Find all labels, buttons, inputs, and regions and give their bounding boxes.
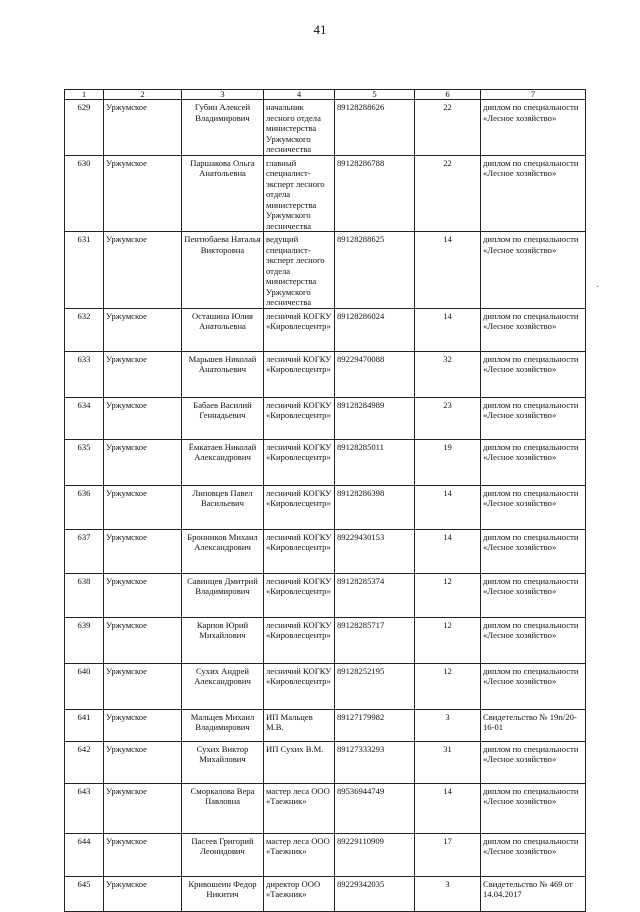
district-cell: Уржумское <box>104 529 182 573</box>
district-cell: Уржумское <box>104 783 182 833</box>
document-cell: диплом по специальности «Лесное хозяйство» <box>481 100 586 156</box>
table-row <box>65 397 586 439</box>
name-cell: Сухих Андрей Александрович <box>182 663 264 709</box>
page-number: 41 <box>313 22 327 37</box>
phone-cell: 89229470088 <box>335 351 415 397</box>
district-cell: Уржумское <box>104 351 182 397</box>
position-cell: мастер леса ООО «Таежник» <box>264 783 335 833</box>
header-row <box>65 90 586 100</box>
table-row <box>65 709 586 741</box>
header-cell: 5 <box>335 90 415 100</box>
table-row <box>65 876 586 911</box>
position-cell: лесничий КОГКУ «Кировлесцентр» <box>264 573 335 617</box>
name-cell: Пентюбаева Наталья Викторовна <box>182 232 264 309</box>
name-cell: Карпов Юрий Михайлович <box>182 617 264 663</box>
document-cell: диплом по специальности «Лесное хозяйство» <box>481 617 586 663</box>
name-cell: Марьшев Николай Анатольевич <box>182 351 264 397</box>
document-cell: диплом по специальности «Лесное хозяйство» <box>481 573 586 617</box>
document-cell: диплом по специальности «Лесное хозяйство» <box>481 833 586 876</box>
position-cell: лесничий КОГКУ «Кировлесцентр» <box>264 397 335 439</box>
row-number: 632 <box>65 308 104 351</box>
position-cell: директор ООО «Таежник» <box>264 876 335 911</box>
phone-cell: 89127179982 <box>335 709 415 741</box>
name-cell: Бронников Михаил Александрович <box>182 529 264 573</box>
position-cell: лесничий КОГКУ «Кировлесцентр» <box>264 663 335 709</box>
phone-cell: 89128252195 <box>335 663 415 709</box>
experience-cell: 23 <box>415 397 481 439</box>
district-cell: Уржумское <box>104 876 182 911</box>
phone-cell: 89229342035 <box>335 876 415 911</box>
phone-cell: 89127333293 <box>335 741 415 783</box>
table-row <box>65 100 586 156</box>
row-number: 633 <box>65 351 104 397</box>
table-row <box>65 439 586 485</box>
experience-cell: 3 <box>415 709 481 741</box>
position-cell: ИП Сухих В.М. <box>264 741 335 783</box>
document-cell: диплом по специальности «Лесное хозяйство» <box>481 351 586 397</box>
document-cell: диплом по специальности «Лесное хозяйство» <box>481 308 586 351</box>
row-number: 644 <box>65 833 104 876</box>
name-cell: Сухих Виктор Михайлович <box>182 741 264 783</box>
experience-cell: 3 <box>415 876 481 911</box>
experience-cell: 22 <box>415 155 481 232</box>
position-cell: ведущий специалист-эксперт лесного отдела министерства Уржумского лесничества <box>264 232 335 309</box>
table-row <box>65 617 586 663</box>
phone-cell: 89128286788 <box>335 155 415 232</box>
name-cell: Ёмкатаев Николай Александрович <box>182 439 264 485</box>
position-cell: лесничий КОГКУ «Кировлесцентр» <box>264 529 335 573</box>
document-cell: диплом по специальности «Лесное хозяйство» <box>481 783 586 833</box>
position-cell: лесничий КОГКУ «Кировлесцентр» <box>264 617 335 663</box>
table-row <box>65 485 586 529</box>
district-cell: Уржумское <box>104 485 182 529</box>
header-cell: 6 <box>415 90 481 100</box>
document-cell: диплом по специальности «Лесное хозяйство» <box>481 663 586 709</box>
row-number: 639 <box>65 617 104 663</box>
name-cell: Мальцев Михаил Владимирович <box>182 709 264 741</box>
row-number: 642 <box>65 741 104 783</box>
document-cell: Свидетельство № 19п/20-16-01 <box>481 709 586 741</box>
document-cell: диплом по специальности «Лесное хозяйство» <box>481 155 586 232</box>
row-number: 637 <box>65 529 104 573</box>
row-number: 635 <box>65 439 104 485</box>
position-cell: начальник лесного отдела министерства Уржумского лесничества <box>264 100 335 156</box>
table-row <box>65 783 586 833</box>
row-number: 629 <box>65 100 104 156</box>
header-cell: 3 <box>182 90 264 100</box>
phone-cell: 89128286024 <box>335 308 415 351</box>
document-cell: диплом по специальности «Лесное хозяйство» <box>481 232 586 309</box>
phone-cell: 89229430153 <box>335 529 415 573</box>
table-row <box>65 529 586 573</box>
row-number: 640 <box>65 663 104 709</box>
phone-cell: 89128288625 <box>335 232 415 309</box>
table-row <box>65 232 586 309</box>
position-cell: лесничий КОГКУ «Кировлесцентр» <box>264 308 335 351</box>
experience-cell: 14 <box>415 308 481 351</box>
row-number: 634 <box>65 397 104 439</box>
district-cell: Уржумское <box>104 709 182 741</box>
district-cell: Уржумское <box>104 155 182 232</box>
experience-cell: 19 <box>415 439 481 485</box>
district-cell: Уржумское <box>104 100 182 156</box>
district-cell: Уржумское <box>104 573 182 617</box>
table-row <box>65 741 586 783</box>
document-cell: диплом по специальности «Лесное хозяйство» <box>481 485 586 529</box>
name-cell: Паршакова Ольга Анатольевна <box>182 155 264 232</box>
table-row <box>65 155 586 232</box>
row-number: 636 <box>65 485 104 529</box>
name-cell: Губин Алексей Владимирович <box>182 100 264 156</box>
table-row <box>65 573 586 617</box>
header-cell: 2 <box>104 90 182 100</box>
name-cell: Сморкалова Вера Павловна <box>182 783 264 833</box>
experience-cell: 14 <box>415 783 481 833</box>
district-cell: Уржумское <box>104 232 182 309</box>
district-cell: Уржумское <box>104 617 182 663</box>
row-number: 630 <box>65 155 104 232</box>
experience-cell: 22 <box>415 100 481 156</box>
scan-speck: · <box>596 282 600 293</box>
experience-cell: 12 <box>415 617 481 663</box>
phone-cell: 89128288626 <box>335 100 415 156</box>
position-cell: лесничий КОГКУ «Кировлесцентр» <box>264 351 335 397</box>
district-cell: Уржумское <box>104 308 182 351</box>
table-row <box>65 308 586 351</box>
name-cell: Осташина Юлия Анатольевна <box>182 308 264 351</box>
district-cell: Уржумское <box>104 741 182 783</box>
name-cell: Липовцев Павел Васильевич <box>182 485 264 529</box>
experience-cell: 14 <box>415 232 481 309</box>
phone-cell: 89128285374 <box>335 573 415 617</box>
phone-cell: 89536944749 <box>335 783 415 833</box>
phone-cell: 89128285011 <box>335 439 415 485</box>
table-row <box>65 351 586 397</box>
table-row <box>65 833 586 876</box>
district-cell: Уржумское <box>104 397 182 439</box>
district-cell: Уржумское <box>104 439 182 485</box>
experience-cell: 12 <box>415 663 481 709</box>
position-cell: главный специалист-эксперт лесного отдела министерства Уржумского лесничества <box>264 155 335 232</box>
header-cell: 4 <box>264 90 335 100</box>
document-cell: диплом по специальности «Лесное хозяйство» <box>481 741 586 783</box>
row-number: 641 <box>65 709 104 741</box>
document-cell: диплом по специальности «Лесное хозяйство» <box>481 397 586 439</box>
document-cell: диплом по специальности «Лесное хозяйство» <box>481 529 586 573</box>
row-number: 631 <box>65 232 104 309</box>
district-cell: Уржумское <box>104 833 182 876</box>
position-cell: ИП Мальцев М.В. <box>264 709 335 741</box>
registry-table <box>64 89 586 912</box>
phone-cell: 89128284989 <box>335 397 415 439</box>
phone-cell: 89229110909 <box>335 833 415 876</box>
experience-cell: 17 <box>415 833 481 876</box>
district-cell: Уржумское <box>104 663 182 709</box>
experience-cell: 31 <box>415 741 481 783</box>
name-cell: Кривошеин Федор Никитич <box>182 876 264 911</box>
table-row <box>65 663 586 709</box>
document-cell: диплом по специальности «Лесное хозяйство» <box>481 439 586 485</box>
position-cell: лесничий КОГКУ «Кировлесцентр» <box>264 485 335 529</box>
experience-cell: 14 <box>415 485 481 529</box>
row-number: 643 <box>65 783 104 833</box>
document-cell: Свидетельство № 469 от 14.04.2017 <box>481 876 586 911</box>
position-cell: мастер леса ООО «Таежник» <box>264 833 335 876</box>
position-cell: лесничий КОГКУ «Кировлесцентр» <box>264 439 335 485</box>
name-cell: Бабаев Василий Геннадьевич <box>182 397 264 439</box>
phone-cell: 89128285717 <box>335 617 415 663</box>
row-number: 645 <box>65 876 104 911</box>
name-cell: Пасеев Григорий Леонидович <box>182 833 264 876</box>
experience-cell: 32 <box>415 351 481 397</box>
row-number: 638 <box>65 573 104 617</box>
header-cell: 7 <box>481 90 586 100</box>
experience-cell: 12 <box>415 573 481 617</box>
phone-cell: 89128286398 <box>335 485 415 529</box>
name-cell: Савинцев Дмитрий Владимирович <box>182 573 264 617</box>
header-cell: 1 <box>65 90 104 100</box>
experience-cell: 14 <box>415 529 481 573</box>
